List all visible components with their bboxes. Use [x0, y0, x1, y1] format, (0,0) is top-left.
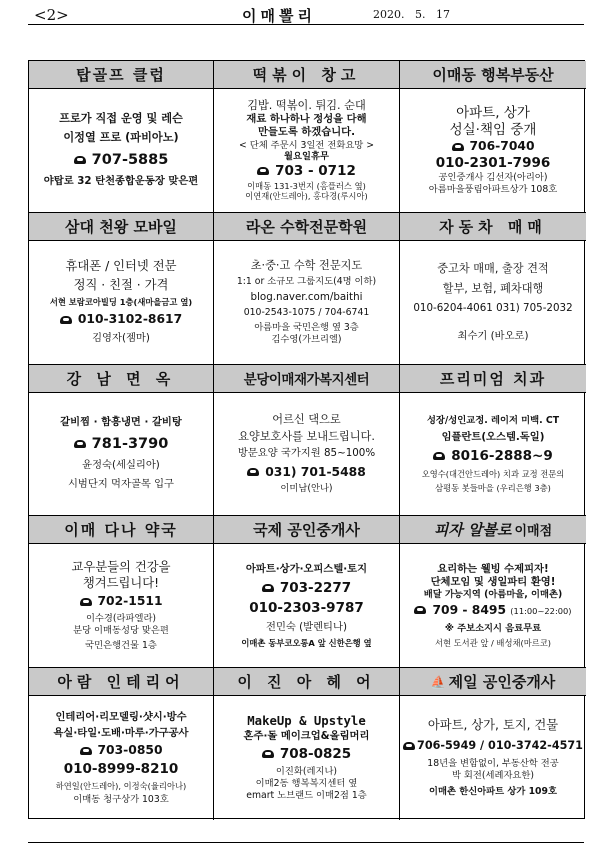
- ad-title-brand: 피자 알볼로: [433, 521, 512, 540]
- ad-line: 이매2동 행복복지센터 옆: [255, 778, 358, 790]
- phone-icon: [247, 468, 259, 476]
- ad-title: 떡볶이 창고: [214, 61, 399, 89]
- ad-aram-interior: [29, 668, 214, 820]
- phone-icon: [433, 452, 445, 460]
- ad-tteokbokki-changgo: [214, 61, 400, 213]
- ad-home-care-center: [214, 365, 400, 517]
- ad-line: 방문요양 국가지원 85~100%: [237, 447, 376, 460]
- footer-rule: [28, 842, 584, 843]
- ad-title: 이매 다나 약국: [29, 516, 213, 544]
- ad-line: 김밥. 떡볶이. 튀김. 순대: [247, 98, 366, 112]
- ad-line: 배달 가능지역 (아름마을, 이매촌): [423, 588, 563, 600]
- phone-icon: [80, 598, 92, 606]
- ad-title: [400, 516, 586, 544]
- ad-dana-pharmacy: [29, 516, 214, 668]
- phone-icon: [80, 747, 92, 755]
- phone-line: 8016-2888~9: [433, 448, 552, 465]
- phone-line: 703-2277: [262, 580, 351, 597]
- ad-line: 성장/성인교정. 레이저 미백. CT: [426, 414, 560, 426]
- ad-line: 교우분들의 건강을: [71, 559, 171, 574]
- ad-line: 할부, 보험, 폐차대행: [442, 282, 544, 296]
- ad-line: 이미남(안나): [280, 483, 333, 495]
- ad-title: 강 남 면 옥: [29, 365, 213, 393]
- phone-line: 702-1511: [80, 594, 163, 610]
- ad-line: 아파트·상가·오피스텔·토지: [245, 562, 368, 575]
- ad-line: 이매촌 한신아파트 상가 109호: [429, 786, 557, 798]
- ad-line: 중고차 매매, 출장 견적: [437, 261, 549, 275]
- ad-line: 임플란트(오스템.독일): [441, 430, 545, 443]
- ad-samdae-mobile: [29, 213, 214, 365]
- ad-line: 어르신 댁으로: [272, 412, 341, 426]
- ad-line: 재료 하나하나 정성을 다해: [246, 113, 367, 126]
- ad-line: 아파트, 상가: [456, 104, 530, 121]
- ad-line: 프로가 직접 운영 및 레슨: [59, 112, 183, 126]
- ad-line: 요리하는 웰빙 수제피자!: [437, 562, 549, 575]
- ad-line: 아름마을 국민은행 옆 3층: [254, 321, 359, 333]
- ad-gangnam-myeonok: [29, 365, 214, 517]
- ad-line: 성실·책임 중개: [449, 122, 537, 138]
- phone-line: 706-5949 / 010-3742-4571: [403, 739, 583, 753]
- ad-line: 김영자(젬마): [92, 332, 150, 345]
- ad-pizza-alvolo: [400, 516, 586, 668]
- ad-line: < 단체 주문시 3일전 전화요망 >: [238, 139, 375, 151]
- ad-title: 국제 공인중개사: [214, 516, 399, 544]
- ad-car-dealer: [400, 213, 586, 365]
- ad-line: 단체모임 및 생일파티 환영!: [430, 575, 556, 588]
- publication-date: 2020. 5. 17: [373, 8, 450, 21]
- ad-line: 010-2303-9787: [249, 599, 364, 616]
- phone-line: 706-7040: [452, 139, 535, 155]
- ad-grid: [28, 60, 585, 819]
- ad-line: 혼주·돌 메이크업&올림머리: [243, 729, 370, 742]
- page-number: <2>: [34, 6, 69, 24]
- ad-line: 분당 이매동성당 맞은편: [73, 624, 169, 636]
- phone-line: 709 - 8495 (11:00~22:00): [414, 603, 571, 619]
- ad-line: 이정열 프로 (파비아노): [63, 130, 179, 144]
- ad-title: 자동차 매매: [400, 213, 586, 241]
- phone-icon: [257, 167, 269, 175]
- ad-line: 요양보호사를 보내드립니다.: [238, 430, 375, 444]
- ad-raon-math-academy: [214, 213, 400, 365]
- phone-icon: [74, 440, 86, 448]
- ad-line: 만들도록 하겠습니다.: [257, 126, 356, 139]
- ad-line: 010-6204-4061 031) 705-2032: [413, 302, 573, 315]
- phone-line: 031) 701-5488: [247, 465, 366, 481]
- phone-icon: [262, 750, 274, 758]
- phone-icon: [60, 316, 72, 324]
- phone-line: 708-0825: [262, 746, 351, 763]
- ad-line: 010-8999-8210: [63, 760, 179, 777]
- ad-line: 오영수(대건안드레아) 치과 교정 전문의: [421, 469, 565, 480]
- phone-line: 010-2543-1075 / 704-6741: [243, 307, 370, 319]
- ad-line: blog.naver.com/baithi: [250, 290, 363, 303]
- ad-line: 챙겨드립니다!: [82, 575, 160, 590]
- ad-line: 아파트, 상가, 토지, 건물: [427, 718, 559, 733]
- ad-title: ⛵ 제일 공인중개사: [400, 668, 586, 696]
- publication-title: 이매뽈리: [242, 7, 316, 25]
- phone-icon: [262, 584, 274, 592]
- ad-title: 이매동 행복부동산: [400, 61, 586, 89]
- ad-title: 라온 수학전문학원: [214, 213, 399, 241]
- ad-line: 전민숙 (발렌티나): [266, 621, 347, 634]
- phone-line: 703-0850: [80, 743, 163, 759]
- ad-line: 18년을 변함없이, 부동산학 전공: [427, 758, 559, 770]
- ad-title: 삼대 천왕 모바일: [29, 213, 213, 241]
- ad-line: 초·중·고 수학 전문지도: [250, 258, 363, 272]
- ad-line: 월요일휴무: [284, 151, 329, 163]
- phone-line: 010-3102-8617: [60, 312, 182, 328]
- phone-icon: [414, 606, 426, 614]
- ad-line: 이연재(안드레아), 홍다경(루시아): [245, 191, 368, 202]
- ad-line: 인테리어·리모델링·샷시·방수: [55, 710, 187, 723]
- ad-line: 삼평동 봇들마을 (우리은행 3층): [435, 482, 551, 493]
- ad-line: ※ 주보소지시 음료무료: [444, 622, 542, 634]
- ad-line: 이매동 청구상가 103호: [73, 793, 169, 805]
- ad-title-branch: 이매점: [514, 524, 553, 540]
- ad-line: 야탑로 32 탄천종합운동장 맞은편: [43, 175, 199, 188]
- ad-line: MakeUp & Upstyle: [247, 714, 366, 729]
- ad-line: 갈비찜 · 함흥냉면 · 갈비탕: [60, 416, 182, 429]
- ad-title: 탑골프 클럽: [29, 61, 213, 89]
- ad-line: 이수경(라파엘라): [85, 613, 157, 625]
- ad-line: 하연일(안드레아), 이정숙(율리아나): [55, 781, 187, 791]
- phone-icon: [452, 143, 464, 151]
- ad-line: 최수기 (바오로): [457, 329, 529, 342]
- phone-line: 707-5885: [74, 151, 169, 170]
- ad-line: 국민은행건물 1층: [85, 639, 157, 651]
- ad-line: 김수영(가브리엘): [271, 333, 342, 345]
- ad-line: 서현 도서관 앞 / 배성채(마르코): [435, 638, 551, 649]
- ad-title: 아람 인테리어: [29, 668, 213, 696]
- ad-lee-jina-hair: [214, 668, 400, 820]
- ad-line: emart 노브랜드 이매2점 1층: [246, 790, 367, 802]
- phone-line: 703 - 0712: [257, 163, 356, 180]
- ad-line: 휴대폰 / 인터넷 전문: [65, 259, 177, 274]
- ad-jeil-realtor: [400, 668, 586, 820]
- ad-line: 이진화(레지나): [275, 766, 338, 778]
- ad-line: 공인중개사 김선자(아리아): [438, 172, 548, 184]
- ad-line: 010-2301-7996: [435, 155, 551, 171]
- ad-line: 욕실·타일·도배·마루·가구공사: [53, 726, 189, 739]
- phone-icon: [74, 156, 86, 164]
- ad-gukje-realtor: [214, 516, 400, 668]
- ad-line: 이매촌 동부코오롱A 앞 신한은행 옆: [241, 638, 372, 649]
- ad-premium-dental: [400, 365, 586, 517]
- sailboat-icon: ⛵: [430, 674, 446, 689]
- ad-happy-real-estate: [400, 61, 586, 213]
- ad-line: 윤정숙(세실리아): [82, 459, 160, 472]
- ad-title: 이 진 아 헤 어: [214, 668, 399, 696]
- phone-icon: [403, 742, 415, 750]
- ad-title: 프리미엄 치과: [400, 365, 586, 393]
- ad-line: 서현 보람코아빌딩 1층(새마을금고 옆): [49, 296, 193, 307]
- header-rule: [28, 24, 584, 25]
- phone-line: 781-3790: [74, 435, 169, 454]
- ad-line: 시범단지 먹자골목 입구: [67, 478, 174, 491]
- ad-line: 1:1 or 소규모 그룹지도(4명 이하): [236, 275, 377, 287]
- ad-line: 이매동 131-3번지 (홈플러스 옆): [247, 180, 366, 191]
- page-header: [28, 6, 584, 26]
- ad-title: 분당이매재가복지센터: [214, 365, 399, 393]
- ad-line: 아름마을풍림아파트상가 108호: [428, 184, 558, 196]
- ad-line: 정직 · 친절 · 가격: [73, 277, 169, 292]
- ad-line: 박 회전(세례자요한): [451, 770, 535, 782]
- ad-top-golf-club: [29, 61, 214, 213]
